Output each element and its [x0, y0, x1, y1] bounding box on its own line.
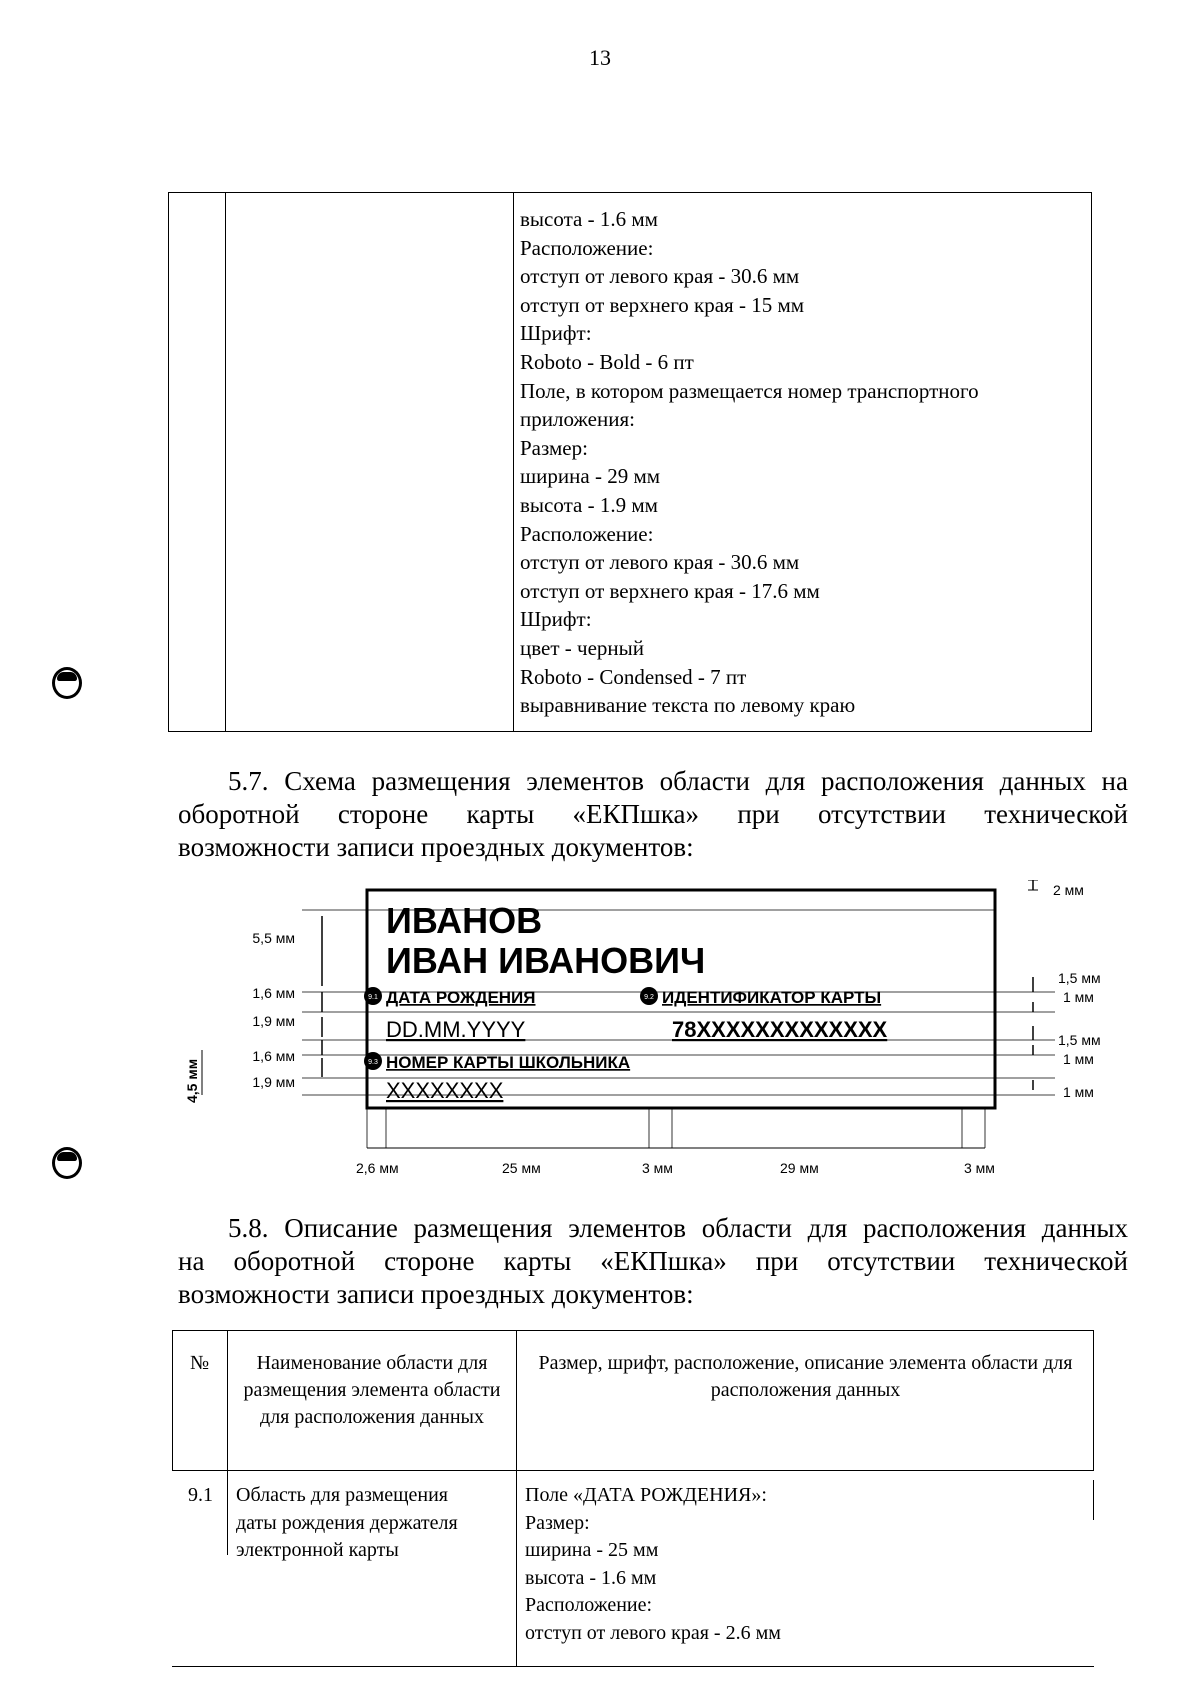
text-line: отступ от верхнего края - 17.6 мм [520, 578, 820, 603]
diagram-svg [150, 880, 1140, 1190]
right-dim-label: 1 мм [1063, 1084, 1094, 1100]
text-line: Поле «ДАТА РОЖДЕНИЯ»: [525, 1484, 767, 1506]
text-line: Расположение: [520, 235, 654, 260]
table-header-number: № [189, 1352, 210, 1374]
text-line: Область для размещения [236, 1484, 448, 1506]
row-number: 9.1 [188, 1484, 213, 1506]
text-line: Шрифт: [520, 321, 592, 346]
table-divider [513, 193, 514, 731]
paragraph-line: 5.7. Схема размещения элементов области для расположения данных на [228, 766, 1128, 796]
paragraph-line: 5.8. Описание размещения элементов области для расположения данных [228, 1213, 1128, 1243]
text-line: электронной карты [236, 1539, 399, 1561]
bottom-table [172, 1330, 1094, 1667]
text-line: Roboto - Condensed - 7 пт [520, 664, 747, 689]
text-line: отступ от левого края - 2.6 мм [525, 1621, 781, 1644]
text-line: ширина - 29 мм [520, 464, 661, 489]
bottom-dim-label: 3 мм [964, 1160, 995, 1176]
paragraph-line: на оборотной стороне карты «ЕКПшка» при отсутствии технической [178, 1246, 1128, 1276]
text-line: отступ от левого края - 30.6 мм [520, 550, 800, 575]
row-description [525, 1482, 781, 1647]
top-table [168, 192, 1092, 732]
paragraph-line: возможности записи проездных документов: [178, 832, 694, 862]
marker-9-1-label: 9.1 [368, 994, 378, 1001]
right-dim-label: 1,5 мм [1058, 970, 1101, 986]
marker-9-2-label: 9.2 [644, 994, 654, 1001]
left-total-dim-label: 4,5 мм [184, 1058, 200, 1103]
right-dim-label: 1 мм [1063, 989, 1094, 1005]
paragraph-line: оборотной стороне карты «ЕКПшка» при отсутствии технической [178, 799, 1128, 829]
bottom-dim-label: 25 мм [502, 1160, 541, 1176]
right-dim-label: 2 мм [1053, 882, 1084, 898]
value-card-id: 78XXXXXXXXXXXXX [672, 1017, 888, 1042]
left-dim-label: 1,6 мм [252, 985, 295, 1001]
text-line: выравнивание текста по левому краю [520, 693, 856, 718]
text-line: высота - 1.9 мм [520, 492, 658, 517]
bottom-dim-label: 3 мм [642, 1160, 673, 1176]
punch-hole-icon [52, 1147, 82, 1179]
label-student-card: НОМЕР КАРТЫ ШКОЛЬНИКА [386, 1053, 631, 1072]
value-student-card: XXXXXXXX [386, 1078, 504, 1103]
table-header-name: Наименование области для размещения элемента области для расположения данных [243, 1352, 501, 1428]
punch-hole-icon [52, 667, 82, 699]
paragraph-line: возможности записи проездных документов: [178, 1279, 694, 1309]
text-line: Размер: [520, 435, 588, 460]
text-line: Поле, в котором размещается номер транспортного [520, 378, 979, 403]
table-divider [225, 193, 226, 731]
right-dim-label: 1,5 мм [1058, 1032, 1101, 1048]
text-line: высота - 1.6 мм [525, 1566, 657, 1589]
bottom-dim-label: 2,6 мм [356, 1160, 399, 1176]
text-line: Расположение: [525, 1594, 653, 1616]
section-5-8-paragraph [178, 1212, 1128, 1311]
text-line: Размер: [525, 1511, 590, 1534]
label-card-id: ИДЕНТИФИКАТОР КАРТЫ [662, 988, 882, 1007]
left-dim-label: 1,6 мм [252, 1048, 295, 1064]
section-5-7-paragraph [178, 765, 1128, 864]
left-dim-label: 1,9 мм [252, 1013, 295, 1029]
text-line: даты рождения держателя [236, 1511, 458, 1534]
name-text: ИВАН ИВАНОВИЧ [386, 940, 706, 981]
text-line: приложения: [520, 407, 635, 432]
text-line: Расположение: [520, 521, 654, 546]
text-line: высота - 1.6 мм [520, 207, 658, 231]
text-line: Roboto - Bold - 6 пт [520, 349, 694, 374]
text-line: Шрифт: [520, 607, 592, 632]
marker-9-3-label: 9.3 [368, 1059, 378, 1066]
row-name [236, 1482, 458, 1565]
left-dim-label: 5,5 мм [252, 930, 295, 946]
text-line: отступ от левого края - 30.6 мм [520, 264, 800, 289]
bottom-dim-label: 29 мм [780, 1160, 819, 1176]
label-birth-date: ДАТА РОЖДЕНИЯ [386, 988, 536, 1007]
layout-diagram [150, 880, 1140, 1190]
text-line: отступ от верхнего края - 15 мм [520, 292, 805, 317]
surname-text: ИВАНОВ [386, 900, 543, 941]
top-table-cell-description [520, 205, 1081, 720]
table-header-description: Размер, шрифт, расположение, описание элемента области для расположения данных [538, 1352, 1073, 1401]
page-number: 13 [589, 45, 611, 70]
text-line: ширина - 25 мм [525, 1539, 659, 1561]
right-dim-label: 1 мм [1063, 1051, 1094, 1067]
text-line: цвет - черный [520, 635, 644, 660]
left-dim-label: 1,9 мм [252, 1074, 295, 1090]
value-birth-date: DD.MM.YYYY [386, 1017, 526, 1042]
